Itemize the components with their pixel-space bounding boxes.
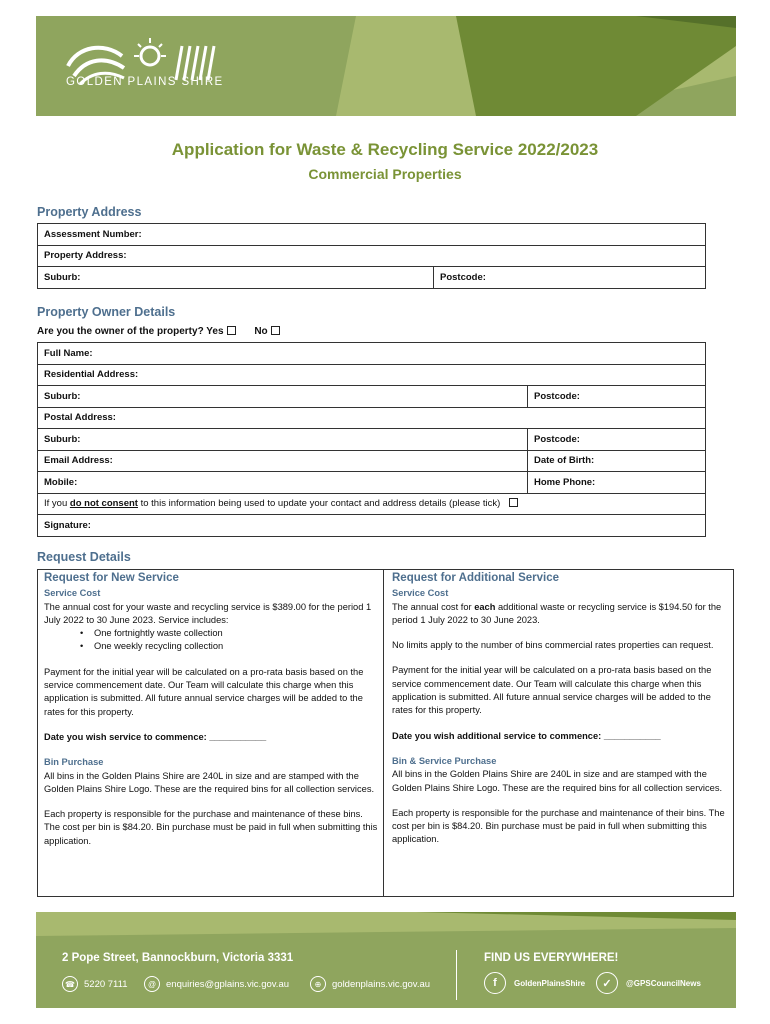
footer-address: 2 Pope Street, Bannockburn, Victoria 3331 — [62, 952, 294, 964]
postcode-field[interactable]: Postcode: — [434, 267, 706, 289]
bin-service-purchase-heading: Bin & Service Purchase — [392, 755, 497, 766]
additional-bin-text: All bins in the Golden Plains Shire are 240L in size and are stamped with the Golden Plains Shire Logo. These are the required bins for all collection services. — [392, 769, 723, 793]
additional-maintenance-text: Each property is responsible for the purchase and maintenance of their bins. The cost per bin is $84.20. Bin purchase must be paid in full when submitting this application. — [392, 807, 725, 845]
find-us-heading: FIND US EVERYWHERE! — [484, 952, 619, 964]
owner-no-label: No — [254, 326, 268, 337]
page-title: Application for Waste & Recycling Service 2022/2023 — [171, 140, 599, 159]
email-field[interactable]: Email Address: — [38, 450, 528, 472]
owner-question-text: Are you the owner of the property? Yes — [37, 326, 224, 337]
mobile-field[interactable]: Mobile: — [38, 472, 528, 494]
bin-purchase-heading: Bin Purchase — [44, 757, 104, 768]
residential-postcode-field[interactable]: Postcode: — [528, 386, 706, 408]
date-of-birth-field[interactable]: Date of Birth: — [528, 450, 706, 472]
signature-field[interactable]: Signature: — [38, 515, 706, 537]
new-service-payment-text: Payment for the initial year will be calculated on a pro-rata basis based on the service commencement date. Our Team will calculate this charge when this application is submitted. All future annual service charges will be added to the rates for this property. — [44, 666, 364, 717]
new-service-heading: Request for New Service — [44, 572, 179, 584]
owner-details-table — [37, 342, 706, 537]
phone-text: 5220 7111 — [84, 978, 128, 990]
assessment-number-field[interactable]: Assessment Number: — [38, 224, 706, 246]
header-banner — [36, 16, 736, 116]
footer-divider — [456, 950, 457, 1000]
additional-service-column — [392, 570, 728, 847]
column-divider — [383, 570, 384, 896]
owner-yes-checkbox[interactable] — [227, 326, 236, 335]
footer-twitter[interactable] — [596, 972, 701, 994]
website-text: goldenplains.vic.gov.au — [332, 978, 431, 990]
additional-payment-text: Payment for the initial year will be calculated on a pro-rata basis based on the service commencement date. Our Team will calculate this charge when this application is submitted. All future annual service charges will be added to the rates for this property. — [392, 665, 712, 716]
list-item: • One weekly recycling collection — [80, 640, 380, 653]
list-item: • One fortnightly waste collection — [80, 627, 380, 640]
new-service-cost-heading: Service Cost — [44, 588, 101, 599]
consent-row — [38, 493, 706, 515]
request-details-box — [37, 569, 734, 897]
additional-service-heading: Request for Additional Service — [392, 572, 559, 584]
home-phone-field[interactable]: Home Phone: — [528, 472, 706, 494]
globe-icon: ⊕ — [310, 976, 326, 992]
suburb-field[interactable]: Suburb: — [38, 267, 434, 289]
twitter-text: @GPSCouncilNews — [626, 978, 701, 988]
email-icon: @ — [144, 976, 160, 992]
owner-no-checkbox[interactable] — [271, 326, 280, 335]
property-address-table — [37, 223, 706, 289]
property-address-heading: Property Address — [37, 205, 142, 219]
bin-maintenance-text: Each property is responsible for the purchase and maintenance of these bins. The cost per bin is $84.20. Bin purchase must be paid in full when submitting this application. — [44, 809, 378, 846]
golden-plains-logo-icon — [64, 30, 224, 102]
footer-website[interactable] — [310, 976, 430, 992]
full-name-field[interactable]: Full Name: — [38, 343, 706, 365]
footer-phone[interactable] — [62, 976, 128, 992]
additional-service-date-field[interactable]: Date you wish additional service to commence: ___________ — [392, 730, 661, 741]
residential-suburb-field[interactable]: Suburb: — [38, 386, 528, 408]
footer-banner — [36, 912, 736, 1008]
owner-details-heading: Property Owner Details — [37, 305, 176, 319]
footer-email[interactable] — [144, 976, 289, 992]
residential-address-field[interactable]: Residential Address: — [38, 364, 706, 386]
additional-limits-text: No limits apply to the number of bins commercial rates properties can request. — [392, 640, 714, 651]
additional-service-cost-text: The annual cost for each additional waste or recycling service is $194.50 for the period 1 July 2022 to 30 June 2023. — [392, 601, 722, 625]
property-address-field[interactable]: Property Address: — [38, 245, 706, 267]
twitter-icon: ✓ — [596, 972, 618, 994]
consent-checkbox[interactable] — [509, 498, 518, 507]
phone-icon: ☎ — [62, 976, 78, 992]
service-includes-list — [80, 627, 380, 654]
page-subtitle: Commercial Properties — [308, 166, 462, 182]
new-service-cost-text: The annual cost for your waste and recycling service is $389.00 for the period 1 July 2022 to 30 June 2023. Service includes: — [44, 601, 372, 625]
new-service-column — [44, 570, 380, 848]
new-service-date-field[interactable]: Date you wish service to commence: ___________ — [44, 731, 267, 742]
postal-address-field[interactable]: Postal Address: — [38, 407, 706, 429]
email-text: enquiries@gplains.vic.gov.au — [166, 978, 290, 990]
request-details-heading: Request Details — [37, 550, 131, 564]
facebook-icon: f — [484, 972, 506, 994]
postal-suburb-field[interactable]: Suburb: — [38, 429, 528, 451]
consent-emphasis: do not consent — [69, 498, 138, 510]
owner-question — [37, 326, 280, 337]
consent-post: to this information being used to update your contact and address details (please tick) — [140, 498, 501, 510]
logo-text: GOLDEN PLAINS SHIRE — [66, 76, 224, 88]
facebook-text: GoldenPlainsShire — [514, 978, 586, 988]
additional-service-cost-heading: Service Cost — [392, 588, 449, 599]
footer-facebook[interactable] — [484, 972, 585, 994]
bin-purchase-text: All bins in the Golden Plains Shire are 240L in size and are stamped with the Golden Plains Shire Logo. These are the required bins for all collection services. — [44, 770, 375, 794]
postal-postcode-field[interactable]: Postcode: — [528, 429, 706, 451]
consent-pre: If you — [44, 498, 68, 510]
